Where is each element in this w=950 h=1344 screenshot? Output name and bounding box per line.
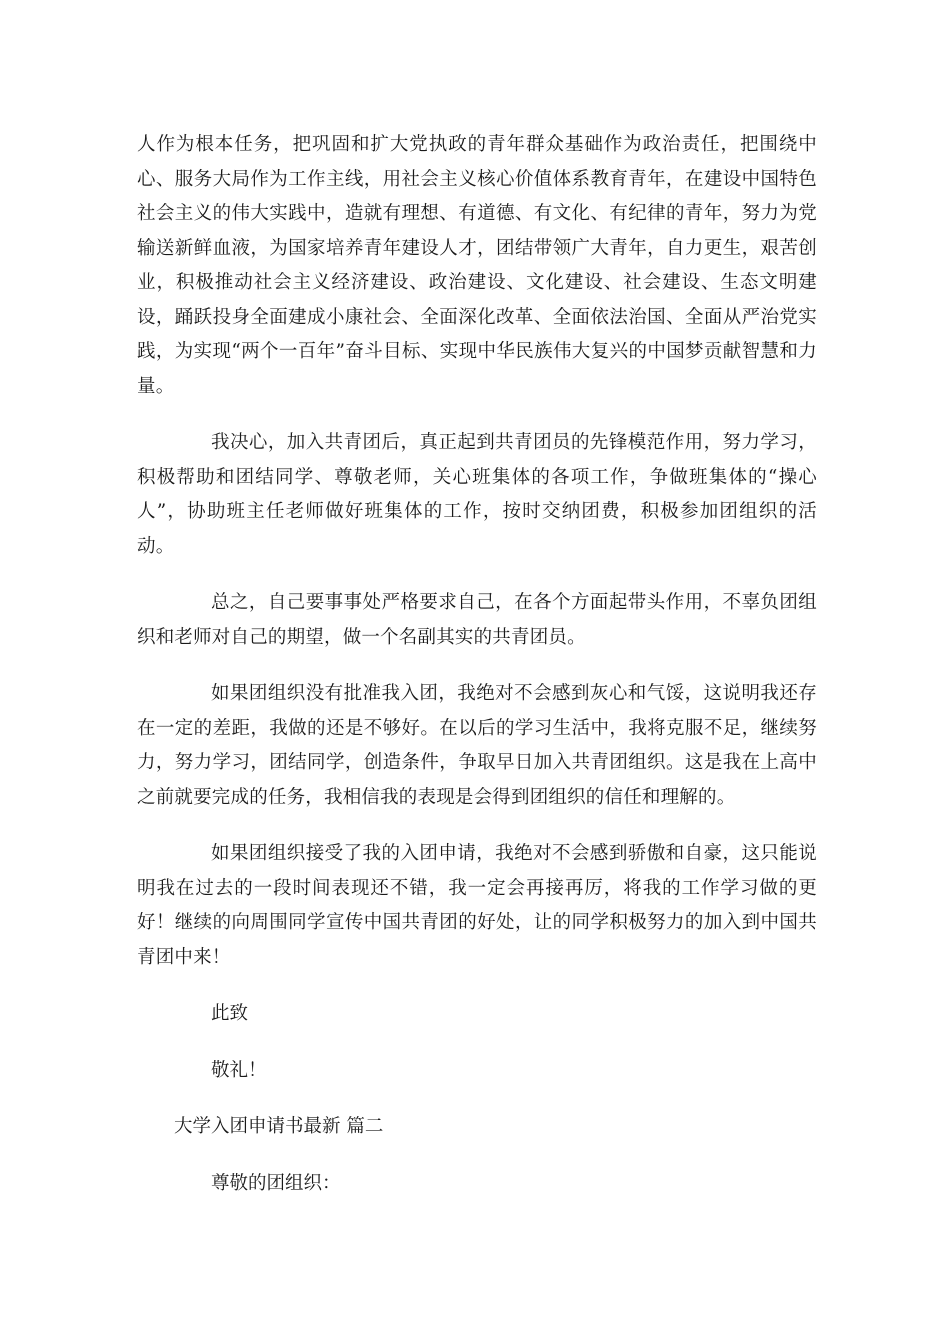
paragraph-if-accepted: 如果团组织接受了我的入团申请，我绝对不会感到骄傲和自豪，这只能说明我在过去的一段时间表现还不错，我一定会再接再厉，将我的工作学习做的更好！继续的向周围同学宣传中国共青团的好处，让的同学积极努力的加入到中国共青团中来！ <box>137 843 817 968</box>
paragraph-summary: 总之，自己要事事处严格要求自己，在各个方面起带头作用，不辜负团组织和老师对自己的期望，做一个名副其实的共青团员。 <box>137 592 817 648</box>
salutation: 尊敬的团组织： <box>211 1172 341 1194</box>
paragraph-continued: 人作为根本任务，把巩固和扩大党执政的青年群众基础作为政治责任，把围绕中心、服务大局作为工作主线，用社会主义核心价值体系教育青年，在建设中国特色社会主义的伟大实践中，造就有理想、有道德、有文化、有纪律的青年，努力为党输送新鲜血液，为国家培养青年建设人才，团结带领广大青年，自力更生，艰苦创业，积极推动社会主义经济建设、政治建设、文化建设、社会建设、生态文明建设，踊跃投身全面建成小康社会、全面深化改革、全面依法治国、全面从严治党实践，为实现“两个一百年”奋斗目标、实现中华民族伟大复兴的中国梦贡献智慧和力量。 <box>137 134 817 397</box>
closing-line-2: 敬礼！ <box>211 1059 267 1081</box>
closing-line-1: 此致 <box>211 1003 249 1024</box>
paragraph-if-rejected: 如果团组织没有批准我入团，我绝对不会感到灰心和气馁，这说明我还存在一定的差距，我做的还是不够好。在以后的学习生活中，我将克服不足，继续努力，努力学习，团结同学，创造条件，争取早日加入共青团组织。这是我在上高中之前就要完成的任务，我相信我的表现是会得到团组织的信任和理解的。 <box>137 683 817 808</box>
paragraph-resolve: 我决心，加入共青团后，真正起到共青团员的先锋模范作用，努力学习，积极帮助和团结同学、尊敬老师，关心班集体的各项工作，争做班集体的“操心人”，协助班主任老师做好班集体的工作，按时交纳团费，积极参加团组织的活动。 <box>137 432 817 557</box>
section-heading: 大学入团申请书最新 篇二 <box>174 1116 384 1137</box>
document-body <box>137 128 817 1223</box>
